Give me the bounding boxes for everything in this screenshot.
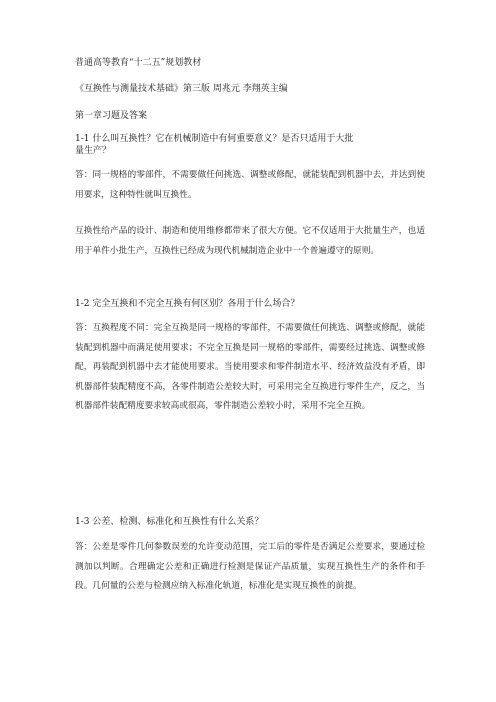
answer-1-2: 答：互换程度不同：完全互换是同一规格的零部件，不需要做任何挑选、调整或修配，就能装配到机器中而满足使用要求；不完全互换是同一规格的零部件，需要经过挑选、调整或修配，再装配到机器中去才能使用要求。当使用要求和零件制造水平、经济效益没有矛盾，即机器部件装配精度不高，各零件制造公差较大时，可采用完全互换进行零件生产，反之，当机器部件装配精度要求较高或很高，零件制造公差较小时，采用不完全互换。	[75, 323, 425, 411]
book-title: 《互换性与测量技术基础》第三版 周兆元 李翔英主编	[75, 84, 288, 94]
question-1-1: 1-1 什么叫互换性？它在机械制造中有何重要意义？是否只适用于大批量生产？	[75, 134, 354, 156]
answer-1-3: 答：公差是零件几何参数误差的允许变动范围，完工后的零件是否满足公差要求，要通过检测加以判断。合理确定公差和正确进行检测是保证产品质量，实现互换性生产的条件和手段。几何量的公差与检测应纳入标准化轨道，标准化是实现互换性的前提。	[75, 542, 425, 591]
answer-1-1-paragraph-2: 互换性给产品的设计、制造和使用维修都带来了很大方便。它不仅适用于大批量生产，也适用于单件小批生产，互换性已经成为现代机械制造企业中一个普遍遵守的原则。	[75, 226, 425, 256]
answer-1-1-paragraph-1: 答：同一规格的零部件，不需要做任何挑选、调整或修配，就能装配到机器中去，并达到使用要求，这种特性就叫互换性。	[75, 170, 425, 200]
question-1-2: 1-2 完全互换和不完全互换有何区别？各用于什么场合？	[75, 299, 300, 309]
question-1-3: 1-3 公差、检测、标准化和互换性有什么关系？	[75, 517, 264, 527]
series-title: 普通高等教育“十二五”规划教材	[75, 58, 202, 68]
chapter-title: 第一章习题及答案	[75, 111, 148, 121]
